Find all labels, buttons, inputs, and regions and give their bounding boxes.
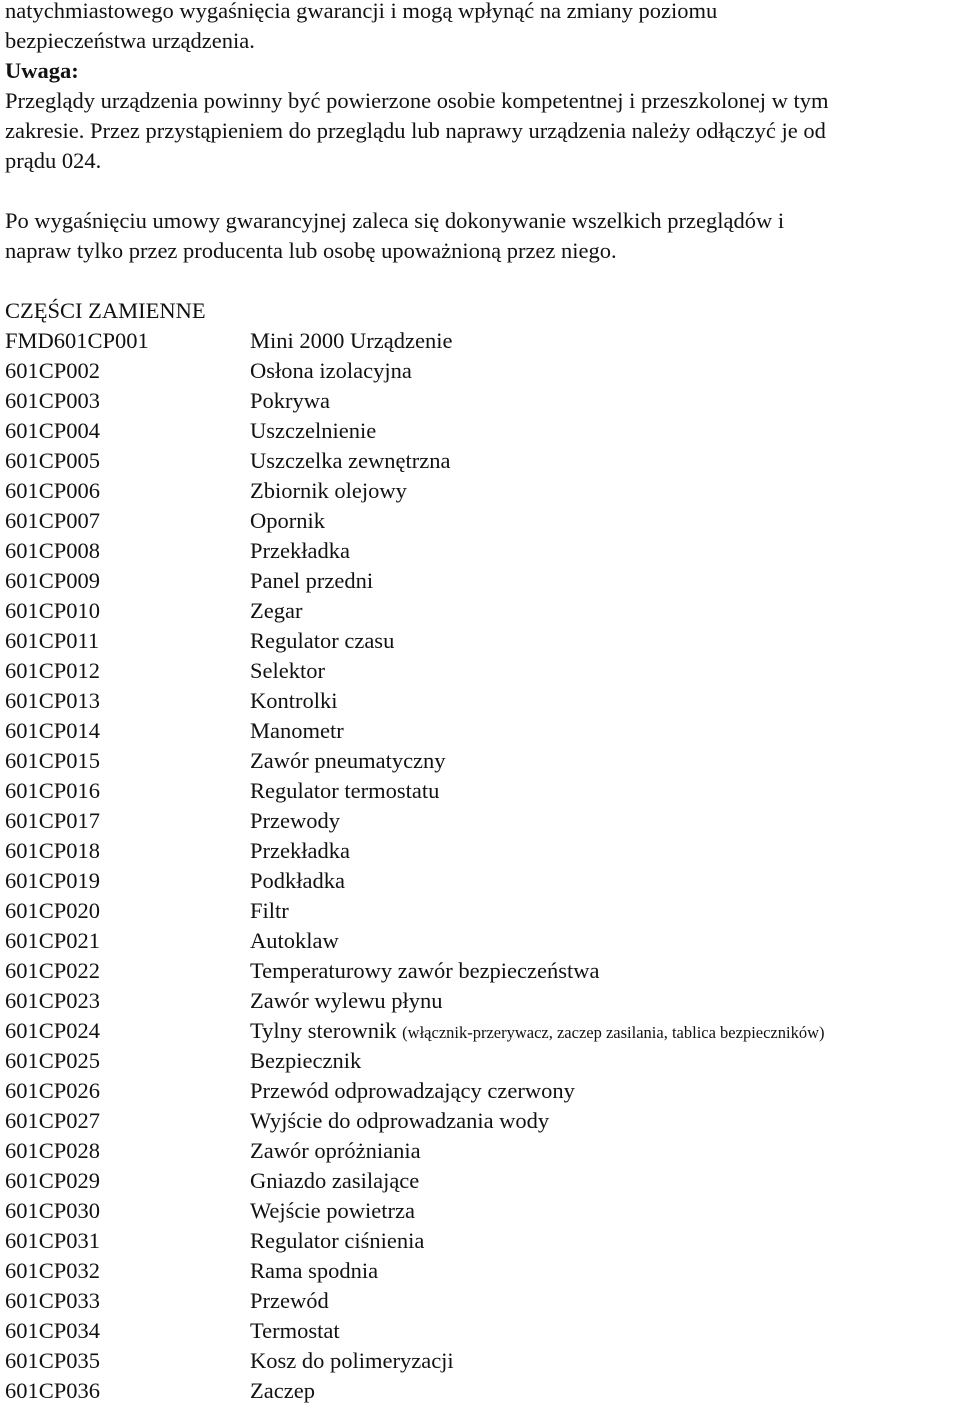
part-code: 601CP019 (5, 868, 101, 893)
part-code: 601CP014 (5, 718, 101, 743)
part-name (250, 1286, 955, 1316)
part-name-text: Kosz do polimeryzacji (250, 1348, 454, 1373)
part-code: 601CP028 (5, 1138, 101, 1163)
part-code: 601CP023 (5, 988, 101, 1013)
part-code: 601CP008 (5, 538, 101, 563)
part-name (250, 476, 955, 506)
part-name-text: Wejście powietrza (250, 1198, 415, 1223)
part-code: 601CP024 (5, 1018, 101, 1043)
part-name-text: Zbiornik olejowy (250, 478, 407, 503)
part-name-text: Regulator ciśnienia (250, 1228, 425, 1253)
part-code: 601CP022 (5, 958, 101, 983)
parts-row (5, 1196, 955, 1226)
part-name-text: Selektor (250, 658, 325, 683)
parts-row (5, 746, 955, 776)
part-code: 601CP020 (5, 898, 101, 923)
note-line: prądu 024. (5, 148, 102, 173)
part-name (250, 656, 955, 686)
part-name-text: Przekładka (250, 838, 350, 863)
note-line: Przeglądy urządzenia powinny być powierzone osobie kompetentnej i przeszkolonej w tym (5, 88, 829, 113)
part-code: 601CP003 (5, 388, 101, 413)
part-name (250, 1166, 955, 1196)
part-name-text: Przewód (250, 1288, 329, 1313)
part-code: 601CP026 (5, 1078, 101, 1103)
part-name-text: Temperaturowy zawór bezpieczeństwa (250, 958, 600, 983)
part-name (250, 746, 955, 776)
part-name (250, 1376, 955, 1406)
part-name-text: Manometr (250, 718, 344, 743)
part-name-text: Zawór pneumatyczny (250, 748, 446, 773)
part-name (250, 1346, 955, 1376)
part-name (250, 866, 955, 896)
part-name-text: Uszczelka zewnętrzna (250, 448, 451, 473)
parts-row (5, 806, 955, 836)
parts-row (5, 506, 955, 536)
part-name-text: Podkładka (250, 868, 345, 893)
part-name-text: Zawór wylewu płynu (250, 988, 443, 1013)
part-code: 601CP002 (5, 358, 101, 383)
parts-row (5, 866, 955, 896)
part-name (250, 536, 955, 566)
note-heading: Uwaga: (5, 58, 79, 83)
part-code: 601CP033 (5, 1288, 101, 1313)
parts-row (5, 1256, 955, 1286)
part-name-text: Przewód odprowadzający czerwony (250, 1078, 575, 1103)
part-code: 601CP016 (5, 778, 101, 803)
parts-row (5, 926, 955, 956)
parts-row (5, 716, 955, 746)
parts-row (5, 566, 955, 596)
parts-row (5, 1166, 955, 1196)
part-name (250, 1046, 955, 1076)
parts-row (5, 1046, 955, 1076)
part-name-text: Regulator czasu (250, 628, 395, 653)
part-name (250, 1136, 955, 1166)
parts-row (5, 356, 955, 386)
part-name (250, 836, 955, 866)
part-name (250, 986, 955, 1016)
part-name (250, 776, 955, 806)
part-name (250, 1016, 955, 1046)
part-name (250, 1256, 955, 1286)
part-code: 601CP035 (5, 1348, 101, 1373)
part-name-text: Rama spodnia (250, 1258, 379, 1283)
part-code: 601CP010 (5, 598, 101, 623)
part-name (250, 326, 955, 356)
parts-row (5, 1106, 955, 1136)
parts-row (5, 1226, 955, 1256)
part-code: 601CP029 (5, 1168, 101, 1193)
part-code: 601CP004 (5, 418, 101, 443)
part-code: 601CP017 (5, 808, 101, 833)
part-name (250, 1106, 955, 1136)
part-code: 601CP006 (5, 478, 101, 503)
part-name-text: Pokrywa (250, 388, 330, 413)
parts-row (5, 626, 955, 656)
part-name-text: Zaczep (250, 1378, 315, 1403)
parts-row (5, 1346, 955, 1376)
part-code: 601CP009 (5, 568, 101, 593)
part-name (250, 416, 955, 446)
paragraph-gap (5, 176, 955, 206)
part-name-text: Uszczelnienie (250, 418, 377, 443)
part-code: 601CP025 (5, 1048, 101, 1073)
part-name (250, 926, 955, 956)
part-code: 601CP032 (5, 1258, 101, 1283)
part-name (250, 956, 955, 986)
part-code: 601CP031 (5, 1228, 101, 1253)
part-code: 601CP005 (5, 448, 101, 473)
parts-row (5, 986, 955, 1016)
part-name (250, 446, 955, 476)
part-code: 601CP011 (5, 628, 100, 653)
parts-row (5, 896, 955, 926)
part-name (250, 596, 955, 626)
part-name-text: Mini 2000 Urządzenie (250, 328, 453, 353)
part-name-text: Bezpiecznik (250, 1048, 362, 1073)
parts-row (5, 416, 955, 446)
parts-row (5, 1136, 955, 1166)
part-code: 601CP027 (5, 1108, 101, 1133)
part-name (250, 506, 955, 536)
part-name-text: Regulator termostatu (250, 778, 440, 803)
part-code: 601CP034 (5, 1318, 101, 1343)
intro-line: natychmiastowego wygaśnięcia gwarancji i mogą wpłynąć na zmiany poziomu (5, 0, 718, 23)
part-name-text: Panel przedni (250, 568, 374, 593)
part-name-text: Gniazdo zasilające (250, 1168, 420, 1193)
part-name-text: Wyjście do odprowadzania wody (250, 1108, 550, 1133)
part-name (250, 1316, 955, 1346)
part-name-text: Filtr (250, 898, 289, 923)
part-code: 601CP007 (5, 508, 101, 533)
part-code: 601CP013 (5, 688, 101, 713)
part-name (250, 686, 955, 716)
warranty-line: Po wygaśnięciu umowy gwarancyjnej zaleca się dokonywanie wszelkich przeglądów i (5, 208, 785, 233)
parts-row (5, 686, 955, 716)
part-name (250, 1076, 955, 1106)
parts-row (5, 536, 955, 566)
part-name-text: Termostat (250, 1318, 340, 1343)
part-name-text: Przewody (250, 808, 340, 833)
parts-row (5, 956, 955, 986)
part-name-text: Osłona izolacyjna (250, 358, 412, 383)
parts-list (5, 326, 955, 1406)
part-code: FMD601CP001 (5, 328, 149, 353)
parts-section (5, 296, 955, 1406)
parts-row (5, 476, 955, 506)
warranty-paragraph (5, 206, 955, 266)
parts-row (5, 1286, 955, 1316)
parts-row (5, 776, 955, 806)
part-name (250, 386, 955, 416)
part-code: 601CP036 (5, 1378, 101, 1403)
parts-row (5, 596, 955, 626)
intro-line: bezpieczeństwa urządzenia. (5, 28, 255, 53)
parts-row (5, 836, 955, 866)
intro-paragraph (5, 0, 955, 56)
parts-row (5, 326, 955, 356)
part-name-text: Zawór opróżniania (250, 1138, 421, 1163)
part-note: (włącznik-przerywacz, zaczep zasilania, tablica bezpieczników) (402, 1023, 825, 1042)
part-code: 601CP030 (5, 1198, 101, 1223)
parts-row (5, 386, 955, 416)
note-section (5, 56, 955, 176)
parts-row (5, 446, 955, 476)
parts-row (5, 1016, 955, 1046)
part-code: 601CP018 (5, 838, 101, 863)
part-name (250, 1196, 955, 1226)
part-code: 601CP015 (5, 748, 101, 773)
part-code: 601CP012 (5, 658, 101, 683)
parts-row (5, 1376, 955, 1406)
part-name (250, 1226, 955, 1256)
parts-row (5, 1316, 955, 1346)
part-name (250, 716, 955, 746)
document-page (5, 0, 955, 1406)
part-name-text: Przekładka (250, 538, 350, 563)
parts-heading: CZĘŚCI ZAMIENNE (5, 298, 206, 323)
part-name (250, 806, 955, 836)
part-name-text: Opornik (250, 508, 325, 533)
note-line: zakresie. Przez przystąpieniem do przeglądu lub naprawy urządzenia należy odłączyć je od (5, 118, 826, 143)
part-name (250, 566, 955, 596)
warranty-line: napraw tylko przez producenta lub osobę upoważnioną przez niego. (5, 238, 617, 263)
paragraph-gap (5, 266, 955, 296)
part-name-text: Zegar (250, 598, 303, 623)
part-name-text: Tylny sterownik (250, 1018, 397, 1043)
parts-row (5, 1076, 955, 1106)
part-code: 601CP021 (5, 928, 101, 953)
part-name (250, 896, 955, 926)
part-name-text: Kontrolki (250, 688, 338, 713)
parts-row (5, 656, 955, 686)
part-name (250, 626, 955, 656)
part-name-text: Autoklaw (250, 928, 339, 953)
part-name (250, 356, 955, 386)
